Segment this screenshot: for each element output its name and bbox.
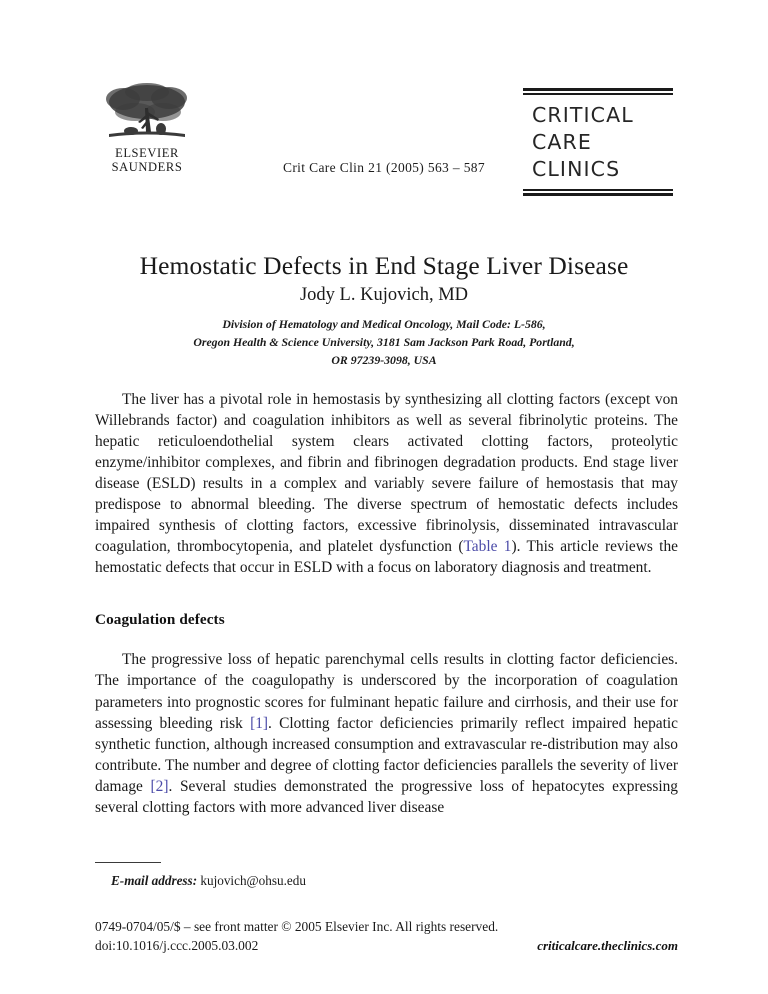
page-footer [95,862,678,955]
logo-line-critical: CRITICAL [532,103,634,127]
copyright-block [95,917,678,955]
article-body [95,389,678,818]
journal-website-link[interactable]: criticalcare.theclinics.com [537,938,678,954]
email-address-value[interactable]: kujovich@ohsu.edu [200,873,306,888]
author-affiliation [0,316,768,370]
section1-text-part-3: . Several studies demonstrated the progressive loss of hepatocytes expressing several clotting factors with more advanced liver disease [95,777,678,816]
logo-rule-bottom [523,189,673,196]
elsevier-line1: ELSEVIER [115,146,179,160]
email-address-footnote [95,873,678,889]
coagulation-defects-paragraph [95,649,678,817]
affiliation-line-2: Oregon Health & Science University, 3181 Sam Jackson Park Road, Portland, [193,334,575,349]
logo-line-clinics: CLINICS [532,157,621,182]
logo-line-care: CARE [532,130,592,155]
elsevier-line2: SAUNDERS [111,160,183,174]
section1-text-part-2: . Clotting factor deficiencies primarily reflect impaired hepatic synthetic function, although increased consumption and extravascular re-distribution may also contribute. The number and degree of clotting factor deficiencies parallels the severity of liver damage [95,714,678,795]
elsevier-tree-icon [101,82,193,144]
article-title: Hemostatic Defects in End Stage Liver Disease [139,251,629,281]
doi-value[interactable]: doi:10.1016/j.ccc.2005.03.002 [95,938,259,954]
critical-care-clinics-wordmark [523,95,673,189]
section-heading-coagulation-defects: Coagulation defects [95,611,225,629]
footnote-separator-rule [95,862,161,863]
logo-rule-top [523,88,673,95]
reference-link-1[interactable]: [1] [250,714,269,732]
intro-paragraph [95,389,678,578]
section1-text-part-1: The progressive loss of hepatic parenchymal cells results in clotting factor deficiencies. The importance of the coagulopathy is underscored by the incorporation of coagulation parameters into prognostic scores for fulminant hepatic failure and cirrhosis, and their use for assessing bleeding risk [95,651,678,732]
reference-link-2[interactable]: [2] [150,777,169,795]
intro-text-part-2: ). This article reviews the hemostatic defects that occur in ESLD with a focus on laboratory diagnosis and treatment. [95,538,678,577]
article-author: Jody L. Kujovich, MD [299,285,469,305]
doi-row [95,936,678,955]
journal-citation: Crit Care Clin 21 (2005) 563 – 587 [282,160,485,175]
critical-care-clinics-logo [523,88,673,196]
email-address-label: E-mail address: [111,873,198,888]
table-1-link[interactable]: Table 1 [463,538,512,556]
affiliation-line-1: Division of Hematology and Medical Oncology, Mail Code: L-586, [222,317,546,331]
masthead [0,0,768,200]
copyright-line: 0749-0704/05/$ – see front matter © 2005 Elsevier Inc. All rights reserved. [95,919,499,934]
affiliation-line-3: OR 97239-3098, USA [331,352,437,367]
intro-text-part-1: The liver has a pivotal role in hemostasis by synthesizing all clotting factors (except von Willebrands factor) and coagulation inhibitors as well as several fibrinolytic proteins. The hepatic reticuloendothelial system clears activated clotting factors, proteolytic enzyme/inhibitor complexes, and fibrin and fibrinogen degradation products. End stage liver disease (ESLD) results in a complex and variably severe failure of hemostasis that may predispose to abnormal bleeding. The diverse spectrum of hemostatic defects includes impaired synthesis of clotting factors, excessive fibrinolysis, disseminated intravascular coagulation, thrombocytopenia, and platelet dysfunction ( [95,391,678,556]
